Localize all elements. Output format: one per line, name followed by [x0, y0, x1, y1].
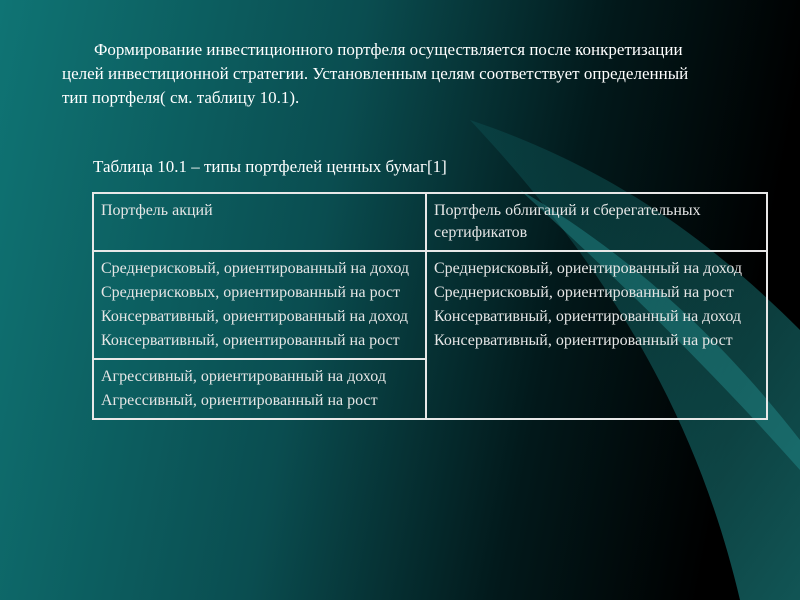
stock-item: Агрессивный, ориентированный на доход	[101, 368, 386, 385]
table-header-row	[93, 193, 767, 251]
intro-paragraph: Формирование инвестиционного портфеля осуществляется после конкретизации целей инвестиционной стратегии. Установленным целям соответствует определенный тип портфеля( см. таблицу 10.1).	[62, 40, 689, 107]
stock-item: Агрессивный, ориентированный на рост	[101, 392, 378, 409]
bond-item: Среднерисковый, ориентированный на рост	[434, 284, 734, 301]
header-stock-portfolio: Портфель акций	[93, 193, 426, 251]
table-caption: Таблица 10.1 – типы портфелей ценных бумаг[1]	[93, 157, 447, 176]
table-row	[93, 251, 767, 359]
header-bond-portfolio: Портфель облигаций и сберегательных сертификатов	[426, 193, 767, 251]
bond-item: Консервативный, ориентированный на рост	[434, 332, 733, 349]
stock-cell-group-1	[93, 251, 426, 359]
stock-item: Консервативный, ориентированный на рост	[101, 332, 400, 349]
stock-cell-group-2	[93, 359, 426, 419]
stock-item: Среднерисковый, ориентированный на доход	[101, 260, 409, 277]
stock-item: Среднерисковых, ориентированный на рост	[101, 284, 401, 301]
portfolio-types-table	[92, 192, 768, 420]
bond-item: Консервативный, ориентированный на доход	[434, 308, 741, 325]
bond-item: Среднерисковый, ориентированный на доход	[434, 260, 742, 277]
stock-item: Консервативный, ориентированный на доход	[101, 308, 408, 325]
bond-cell	[426, 251, 767, 419]
